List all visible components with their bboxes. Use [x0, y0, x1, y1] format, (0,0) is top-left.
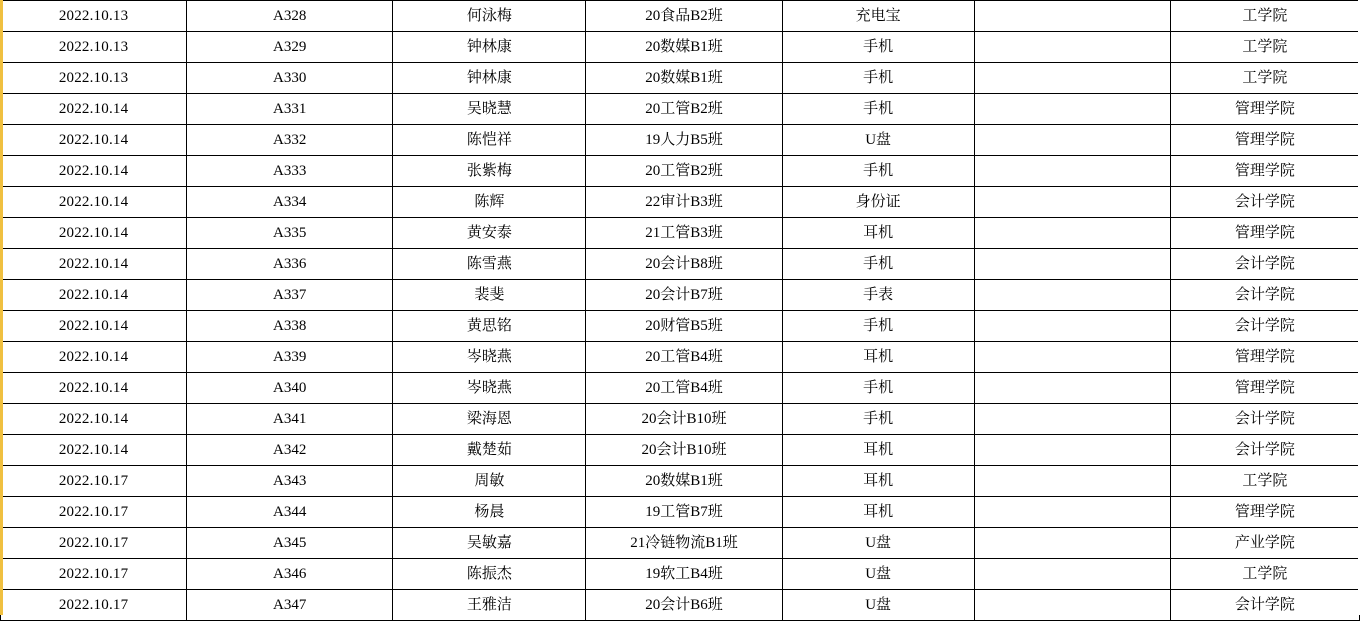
cell-class[interactable]: 19软工B4班: [586, 559, 782, 590]
cell-name[interactable]: 王雅洁: [393, 590, 586, 621]
cell-date[interactable]: 2022.10.14: [1, 404, 187, 435]
cell-name[interactable]: 张紫梅: [393, 156, 586, 187]
sheet-left-edge: [0, 0, 3, 615]
cell-note[interactable]: [974, 218, 1170, 249]
cell-note[interactable]: [974, 280, 1170, 311]
cell-date[interactable]: 2022.10.17: [1, 590, 187, 621]
cell-note[interactable]: [974, 156, 1170, 187]
cell-code[interactable]: A332: [187, 125, 393, 156]
cell-name[interactable]: 黄安泰: [393, 218, 586, 249]
cell-name[interactable]: 陈恺祥: [393, 125, 586, 156]
cell-college[interactable]: 会计学院: [1170, 249, 1359, 280]
cell-class[interactable]: 20会计B7班: [586, 280, 782, 311]
table-row[interactable]: [1, 218, 1360, 249]
cell-name[interactable]: 钟林康: [393, 63, 586, 94]
cell-date[interactable]: 2022.10.14: [1, 435, 187, 466]
cell-name[interactable]: 梁海恩: [393, 404, 586, 435]
cell-item[interactable]: 手机: [782, 63, 974, 94]
cell-item[interactable]: 手机: [782, 94, 974, 125]
cell-class[interactable]: 20数媒B1班: [586, 466, 782, 497]
cell-code[interactable]: A346: [187, 559, 393, 590]
cell-code[interactable]: A338: [187, 311, 393, 342]
table-row[interactable]: [1, 590, 1360, 621]
cell-class[interactable]: 19人力B5班: [586, 125, 782, 156]
cell-note[interactable]: [974, 32, 1170, 63]
cell-date[interactable]: 2022.10.14: [1, 249, 187, 280]
cell-note[interactable]: [974, 187, 1170, 218]
cell-item[interactable]: 手表: [782, 280, 974, 311]
cell-code[interactable]: A330: [187, 63, 393, 94]
cell-note[interactable]: [974, 466, 1170, 497]
cell-item[interactable]: 手机: [782, 249, 974, 280]
cell-date[interactable]: 2022.10.14: [1, 187, 187, 218]
cell-code[interactable]: A329: [187, 32, 393, 63]
cell-code[interactable]: A333: [187, 156, 393, 187]
cell-item[interactable]: 身份证: [782, 187, 974, 218]
table-row[interactable]: [1, 94, 1360, 125]
cell-code[interactable]: A341: [187, 404, 393, 435]
cell-note[interactable]: [974, 249, 1170, 280]
cell-class[interactable]: 20工管B4班: [586, 373, 782, 404]
cell-item[interactable]: 充电宝: [782, 1, 974, 32]
cell-date[interactable]: 2022.10.17: [1, 528, 187, 559]
cell-name[interactable]: 吴敏嘉: [393, 528, 586, 559]
cell-note[interactable]: [974, 435, 1170, 466]
cell-name[interactable]: 陈辉: [393, 187, 586, 218]
records-table-body: [1, 1, 1360, 621]
cell-college[interactable]: 工学院: [1170, 466, 1359, 497]
cell-note[interactable]: [974, 63, 1170, 94]
table-row[interactable]: [1, 373, 1360, 404]
cell-date[interactable]: 2022.10.14: [1, 94, 187, 125]
cell-date[interactable]: 2022.10.17: [1, 497, 187, 528]
cell-college[interactable]: 管理学院: [1170, 218, 1359, 249]
cell-class[interactable]: 21工管B3班: [586, 218, 782, 249]
cell-code[interactable]: A342: [187, 435, 393, 466]
cell-item[interactable]: 耳机: [782, 218, 974, 249]
cell-college[interactable]: 管理学院: [1170, 94, 1359, 125]
cell-name[interactable]: 吴晓慧: [393, 94, 586, 125]
table-row[interactable]: [1, 342, 1360, 373]
cell-name[interactable]: 钟林康: [393, 32, 586, 63]
cell-name[interactable]: 陈雪燕: [393, 249, 586, 280]
cell-date[interactable]: 2022.10.17: [1, 559, 187, 590]
table-row[interactable]: [1, 249, 1360, 280]
cell-note[interactable]: [974, 1, 1170, 32]
cell-item[interactable]: 手机: [782, 404, 974, 435]
cell-item[interactable]: 耳机: [782, 497, 974, 528]
table-row[interactable]: [1, 1, 1360, 32]
cell-item[interactable]: U盘: [782, 125, 974, 156]
cell-class[interactable]: 20数媒B1班: [586, 63, 782, 94]
cell-note[interactable]: [974, 559, 1170, 590]
cell-code[interactable]: A347: [187, 590, 393, 621]
cell-class[interactable]: 20工管B2班: [586, 94, 782, 125]
cell-note[interactable]: [974, 373, 1170, 404]
cell-college[interactable]: 管理学院: [1170, 342, 1359, 373]
cell-code[interactable]: A343: [187, 466, 393, 497]
cell-code[interactable]: A340: [187, 373, 393, 404]
cell-date[interactable]: 2022.10.14: [1, 373, 187, 404]
table-row[interactable]: [1, 528, 1360, 559]
table-row[interactable]: [1, 435, 1360, 466]
cell-name[interactable]: 裴斐: [393, 280, 586, 311]
cell-item[interactable]: U盘: [782, 559, 974, 590]
cell-item[interactable]: U盘: [782, 590, 974, 621]
cell-code[interactable]: A336: [187, 249, 393, 280]
cell-note[interactable]: [974, 528, 1170, 559]
cell-note[interactable]: [974, 590, 1170, 621]
table-row[interactable]: [1, 404, 1360, 435]
cell-note[interactable]: [974, 94, 1170, 125]
cell-date[interactable]: 2022.10.17: [1, 466, 187, 497]
cell-class[interactable]: 20会计B6班: [586, 590, 782, 621]
cell-college[interactable]: 工学院: [1170, 63, 1359, 94]
cell-code[interactable]: A345: [187, 528, 393, 559]
cell-name[interactable]: 戴楚茹: [393, 435, 586, 466]
cell-date[interactable]: 2022.10.13: [1, 1, 187, 32]
cell-name[interactable]: 岑晓燕: [393, 373, 586, 404]
cell-item[interactable]: 手机: [782, 32, 974, 63]
cell-item[interactable]: 耳机: [782, 466, 974, 497]
table-row[interactable]: [1, 497, 1360, 528]
cell-item[interactable]: U盘: [782, 528, 974, 559]
cell-name[interactable]: 黄思铭: [393, 311, 586, 342]
cell-name[interactable]: 何泳梅: [393, 1, 586, 32]
cell-note[interactable]: [974, 125, 1170, 156]
cell-code[interactable]: A335: [187, 218, 393, 249]
cell-code[interactable]: A331: [187, 94, 393, 125]
table-row[interactable]: [1, 63, 1360, 94]
cell-name[interactable]: 周敏: [393, 466, 586, 497]
table-row[interactable]: [1, 125, 1360, 156]
cell-college[interactable]: 会计学院: [1170, 404, 1359, 435]
cell-class[interactable]: 20会计B10班: [586, 435, 782, 466]
cell-item[interactable]: 手机: [782, 156, 974, 187]
cell-college[interactable]: 会计学院: [1170, 311, 1359, 342]
cell-class[interactable]: 21冷链物流B1班: [586, 528, 782, 559]
cell-college[interactable]: 管理学院: [1170, 125, 1359, 156]
table-row[interactable]: [1, 156, 1360, 187]
table-row[interactable]: [1, 559, 1360, 590]
cell-date[interactable]: 2022.10.14: [1, 125, 187, 156]
cell-class[interactable]: 22审计B3班: [586, 187, 782, 218]
cell-date[interactable]: 2022.10.13: [1, 63, 187, 94]
cell-class[interactable]: 20工管B2班: [586, 156, 782, 187]
cell-item[interactable]: 手机: [782, 311, 974, 342]
cell-code[interactable]: A337: [187, 280, 393, 311]
cell-college[interactable]: 会计学院: [1170, 280, 1359, 311]
cell-college[interactable]: 产业学院: [1170, 528, 1359, 559]
cell-name[interactable]: 陈振杰: [393, 559, 586, 590]
cell-note[interactable]: [974, 342, 1170, 373]
cell-class[interactable]: 20会计B8班: [586, 249, 782, 280]
cell-item[interactable]: 耳机: [782, 342, 974, 373]
cell-item[interactable]: 手机: [782, 373, 974, 404]
cell-name[interactable]: 杨晨: [393, 497, 586, 528]
cell-college[interactable]: 工学院: [1170, 559, 1359, 590]
cell-note[interactable]: [974, 497, 1170, 528]
cell-college[interactable]: 管理学院: [1170, 156, 1359, 187]
table-row[interactable]: [1, 466, 1360, 497]
cell-class[interactable]: 20会计B10班: [586, 404, 782, 435]
cell-code[interactable]: A344: [187, 497, 393, 528]
cell-class[interactable]: 20财管B5班: [586, 311, 782, 342]
table-row[interactable]: [1, 32, 1360, 63]
cell-date[interactable]: 2022.10.14: [1, 342, 187, 373]
cell-note[interactable]: [974, 404, 1170, 435]
cell-code[interactable]: A334: [187, 187, 393, 218]
cell-date[interactable]: 2022.10.13: [1, 32, 187, 63]
table-row[interactable]: [1, 187, 1360, 218]
cell-note[interactable]: [974, 311, 1170, 342]
cell-class[interactable]: 20数媒B1班: [586, 32, 782, 63]
cell-college[interactable]: 工学院: [1170, 32, 1359, 63]
cell-date[interactable]: 2022.10.14: [1, 156, 187, 187]
cell-college[interactable]: 管理学院: [1170, 373, 1359, 404]
cell-code[interactable]: A339: [187, 342, 393, 373]
cell-date[interactable]: 2022.10.14: [1, 218, 187, 249]
cell-name[interactable]: 岑晓燕: [393, 342, 586, 373]
cell-item[interactable]: 耳机: [782, 435, 974, 466]
cell-class[interactable]: 20工管B4班: [586, 342, 782, 373]
table-row[interactable]: [1, 280, 1360, 311]
cell-date[interactable]: 2022.10.14: [1, 311, 187, 342]
cell-college[interactable]: 会计学院: [1170, 187, 1359, 218]
cell-class[interactable]: 20食品B2班: [586, 1, 782, 32]
cell-college[interactable]: 管理学院: [1170, 497, 1359, 528]
cell-college[interactable]: 工学院: [1170, 1, 1359, 32]
cell-college[interactable]: 会计学院: [1170, 435, 1359, 466]
cell-date[interactable]: 2022.10.14: [1, 280, 187, 311]
table-row[interactable]: [1, 311, 1360, 342]
cell-college[interactable]: 会计学院: [1170, 590, 1359, 621]
cell-code[interactable]: A328: [187, 1, 393, 32]
cell-class[interactable]: 19工管B7班: [586, 497, 782, 528]
